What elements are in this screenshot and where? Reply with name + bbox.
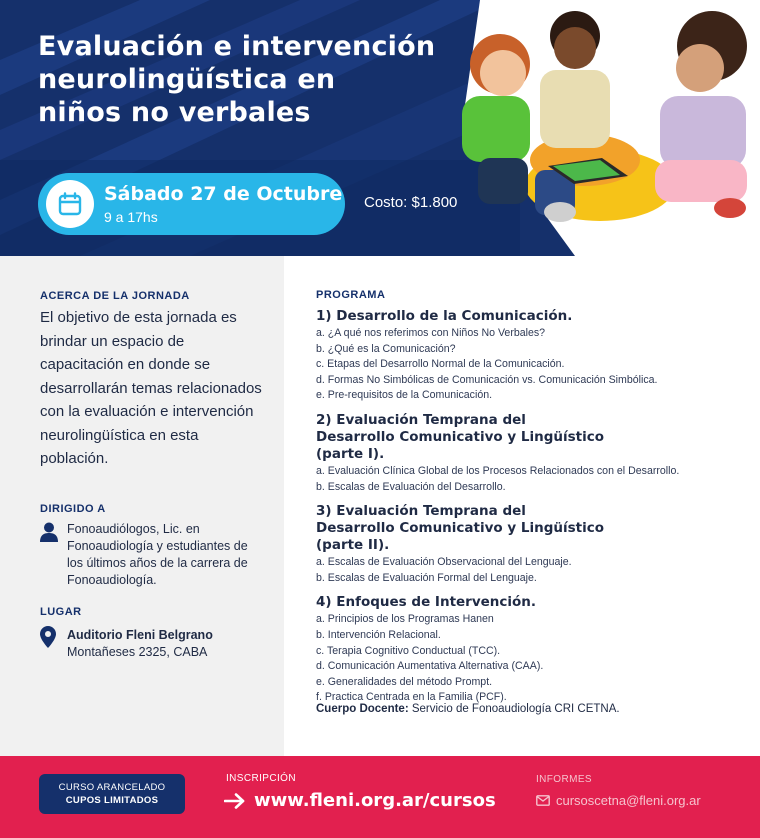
module-item: a. Evaluación Clínica Global de los Procesos Relacionados con el Desarrollo. [316,464,680,477]
module-items [316,326,746,404]
audience-description: Fonoaudiólogos, Lic. en Fonoaudiología y estudiantes de los últimos años de la carrera de Fonoaudiología. [67,522,248,587]
module-title: 4) Enfoques de Intervención. [316,594,537,611]
footer-bar [0,756,760,838]
badge-line-2: CUPOS LIMITADOS [65,795,159,806]
program-module [316,308,746,404]
event-title-line-3: niños no verbales [38,97,311,128]
event-title-line-2: neurolingüística en [38,64,336,95]
info-email-link[interactable]: cursoscetna@fleni.org.ar [556,793,701,808]
inscription-link[interactable]: www.fleni.org.ar/cursos [254,790,496,811]
limited-seats-badge [39,774,185,814]
faculty-line [316,703,620,715]
module-item: f. Practica Centrada en la Familia (PCF). [316,691,507,704]
event-title [38,30,458,129]
module-title: 3) Evaluación Temprana del Desarrollo Comunicativo y Lingüístico (parte II). [316,503,605,554]
venue-details [67,627,213,661]
module-item: c. Terapia Cognitivo Conductual (TCC). [316,644,501,657]
module-item: a. Principios de los Programas Hanen [316,613,494,626]
event-time: 9 a 17hs [104,209,158,225]
module-item: d. Comunicación Aumentativa Alternativa (CAA). [316,660,544,673]
module-item: e. Pre-requisitos de la Comunicación. [316,389,493,402]
person-icon [40,522,58,542]
module-item: a. Escalas de Evaluación Observacional del Lenguaje. [316,556,572,569]
audience-heading: DIRIGIDO A [40,503,106,515]
event-date: Sábado 27 de Octubre [104,183,343,205]
module-item: b. ¿Qué es la Comunicación? [316,342,456,355]
module-items [316,612,746,706]
module-item: e. Generalidades del método Prompt. [316,675,493,688]
arrow-right-icon [224,793,246,809]
module-item: a. ¿A qué nos referimos con Niños No Verbales? [316,327,546,339]
faculty-label: Cuerpo Docente: [316,703,409,715]
left-info-column [0,256,284,756]
event-title-line-1: Evaluación e intervención [38,31,436,62]
event-cost: Costo: $1.800 [364,194,458,211]
program-list [316,308,746,714]
venue-name: Auditorio Fleni Belgrano [67,628,213,642]
program-module [316,594,746,706]
about-heading: ACERCA DE LA JORNADA [40,290,190,302]
location-pin-icon [40,626,56,648]
info-label: INFORMES [536,774,592,785]
module-item: b. Escalas de Evaluación del Desarrollo. [316,480,506,493]
module-item: b. Escalas de Evaluación Formal del Lenguaje. [316,571,537,584]
calendar-icon-circle [46,180,94,228]
module-items [316,464,746,495]
about-description: El objetivo de esta jornada es brindar un espacio de capacitación en donde se desarrollarán temas relacionados con la evaluación e intervención neurolingüística en esta población. [40,309,262,467]
program-module [316,412,746,495]
venue-heading: LUGAR [40,606,82,618]
module-title: 1) Desarrollo de la Comunicación. [316,308,573,324]
header-banner [0,0,760,256]
date-badge [38,173,345,235]
program-heading: PROGRAMA [316,289,386,301]
module-title: 2) Evaluación Temprana del Desarrollo Comunicativo y Lingüístico (parte I). [316,411,605,462]
module-item: c. Etapas del Desarrollo Normal de la Comunicación. [316,358,565,371]
calendar-icon [58,192,82,216]
mail-icon [536,795,550,806]
program-column [316,256,746,756]
faculty-value: Servicio de Fonoaudiología CRI CETNA. [408,703,620,715]
module-item: b. Intervención Relacional. [316,628,441,641]
venue-address: Montañeses 2325, CABA [67,645,208,659]
program-module [316,503,746,586]
module-item: d. Formas No Simbólicas de Comunicación vs. Comunicación Simbólica. [316,373,658,386]
inscription-label: INSCRIPCIÓN [226,773,296,784]
module-items [316,555,746,586]
badge-line-1: CURSO ARANCELADO [58,782,166,793]
